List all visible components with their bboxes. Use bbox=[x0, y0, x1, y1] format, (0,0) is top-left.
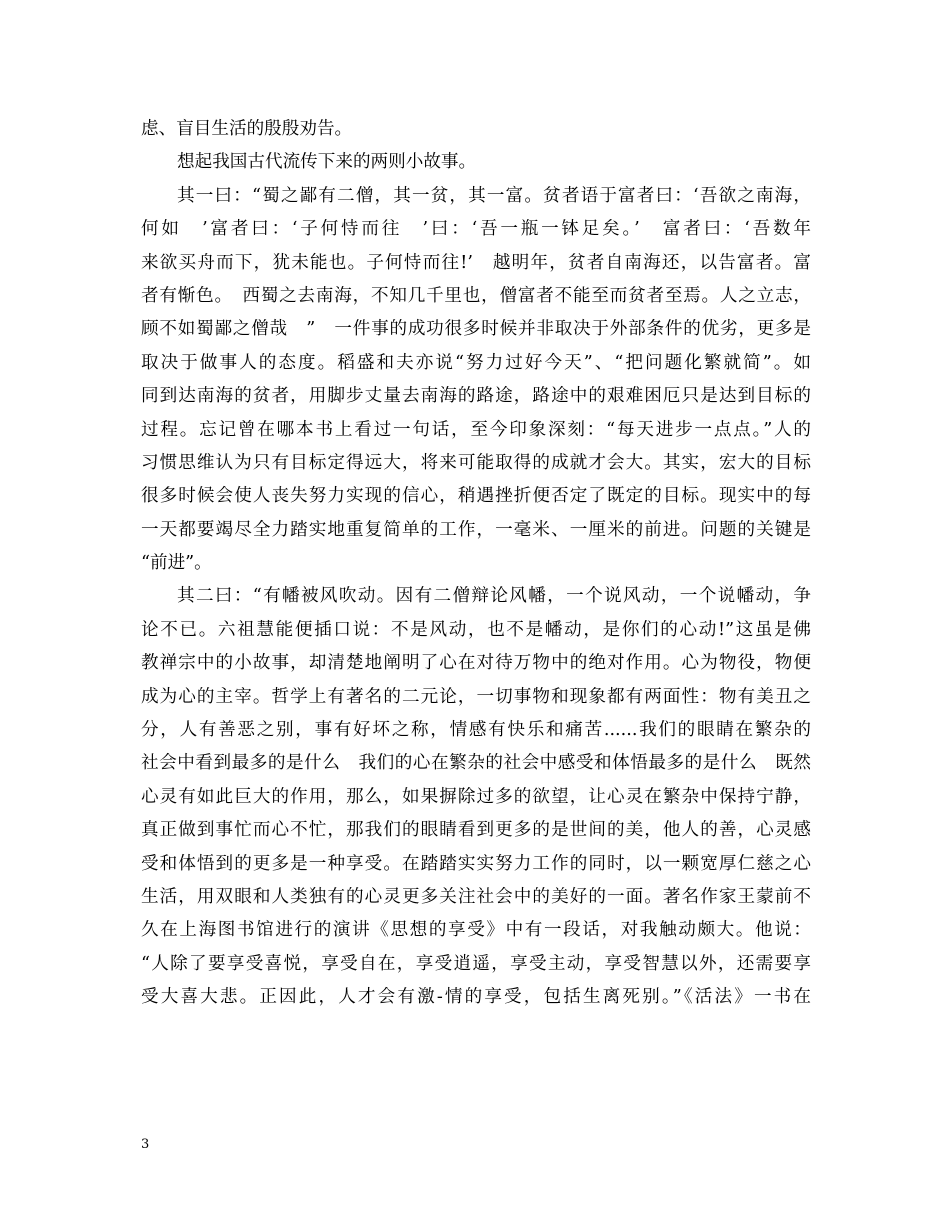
text-line: 真正做到事忙而心不忙，那我们的眼睛看到更多的是世间的美，他人的善，心灵感 bbox=[141, 820, 811, 841]
text-line: “前进”。 bbox=[141, 553, 212, 574]
text-line: 很多时候会使人丧失努力实现的信心，稍遇挫折便否定了既定的目标。现实中的每 bbox=[141, 486, 811, 507]
text-line: 心灵有如此巨大的作用，那么，如果摒除过多的欲望，让心灵在繁杂中保持宁静， bbox=[141, 786, 811, 807]
text-line: 一天都要竭尽全力踏实地重复简单的工作，一毫米、一厘米的前进。问题的关键是 bbox=[141, 519, 811, 540]
text-line: 分，人有善恶之别，事有好坏之称，情感有快乐和痛苦......我们的眼睛在繁杂的 bbox=[141, 720, 811, 741]
text-line: 者有惭色。 西蜀之去南海，不知几千里也，僧富者不能至而贫者至焉。人之立志， bbox=[141, 285, 811, 306]
text-line: 虑、盲目生活的殷殷劝告。 bbox=[141, 119, 353, 139]
text-line: 教禅宗中的小故事，却清楚地阐明了心在对待万物中的绝对作用。心为物役，物便 bbox=[141, 653, 811, 674]
text-line: 社会中看到最多的是什么 我们的心在繁杂的社会中感受和体悟最多的是什么 既然 bbox=[141, 753, 811, 774]
text-line: 习惯思维认为只有目标定得远大，将来可能取得的成就才会大。其实，宏大的目标 bbox=[141, 452, 811, 473]
text-line: 同到达南海的贫者，用脚步丈量去南海的路途，路途中的艰难困厄只是达到目标的 bbox=[141, 386, 811, 407]
text-line: 想起我国古代流传下来的两则小故事。 bbox=[177, 152, 477, 173]
text-line: “人除了要享受喜悦，享受自在，享受逍遥，享受主动，享受智慧以外，还需要享 bbox=[141, 953, 811, 974]
text-line: 成为心的主宰。哲学上有著名的二元论，一切事物和现象都有两面性：物有美丑之 bbox=[141, 686, 811, 707]
text-line: 过程。忘记曾在哪本书上看过一句话，至今印象深刻：“每天进步一点点。”人的 bbox=[141, 419, 811, 440]
body-text bbox=[141, 113, 811, 1015]
text-line: 论不已。六祖慧能便插口说：不是风动，也不是幡动，是你们的心动!”这虽是佛 bbox=[141, 619, 811, 640]
text-line: 久在上海图书馆进行的演讲《思想的享受》中有一段话，对我触动颇大。他说： bbox=[141, 920, 811, 941]
text-line: 生活，用双眼和人类独有的心灵更多关注社会中的美好的一面。著名作家王蒙前不 bbox=[141, 886, 811, 907]
text-line: 何如 ’富者曰：‘子何恃而往 ’曰：‘吾一瓶一钵足矣。’ 富者曰：‘吾数年 bbox=[141, 219, 811, 240]
text-line: 顾不如蜀鄙之僧哉 ” 一件事的成功很多时候并非取决于外部条件的优劣，更多是 bbox=[141, 319, 811, 340]
text-line: 来欲买舟而下，犹未能也。子何恃而往!’ 越明年，贫者自南海还，以告富者。富 bbox=[141, 252, 811, 273]
text-line: 取决于做事人的态度。稻盛和夫亦说“努力过好今天”、“把问题化繁就简”。如 bbox=[141, 352, 811, 373]
page-number: 3 bbox=[141, 1137, 150, 1152]
text-line: 受大喜大悲。正因此，人才会有激-情的享受，包括生离死别。”《活法》一书在 bbox=[141, 987, 811, 1008]
text-line: 其一曰：“蜀之鄙有二僧，其一贫，其一富。贫者语于富者曰：‘吾欲之南海， bbox=[177, 185, 811, 206]
text-line: 受和体悟到的更多是一种享受。在踏踏实实努力工作的同时，以一颗宽厚仁慈之心 bbox=[141, 853, 811, 874]
text-line: 其二曰：“有幡被风吹动。因有二僧辩论风幡，一个说风动，一个说幡动，争 bbox=[177, 586, 811, 607]
